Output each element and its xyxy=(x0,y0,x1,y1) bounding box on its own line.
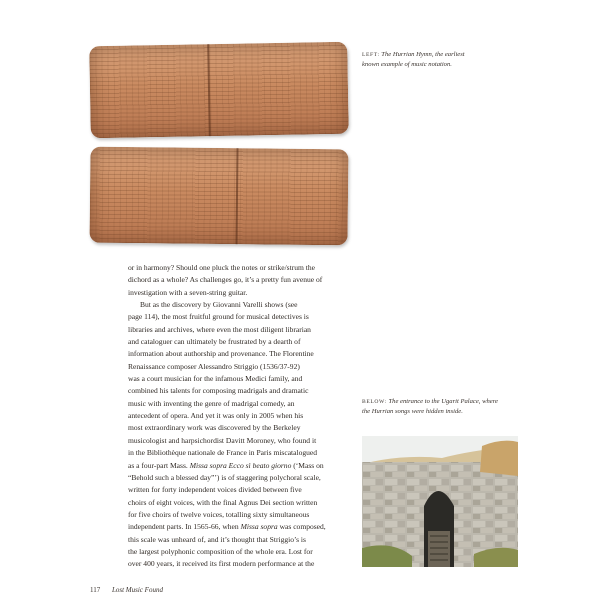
body-text-segment: as a four-part Mass. xyxy=(128,460,190,470)
body-line xyxy=(128,546,356,558)
body-line xyxy=(128,385,356,397)
caption-text: The entrance to the Ugarit Palace, where the Hurrian songs were hidden inside. xyxy=(362,398,498,415)
body-line xyxy=(128,398,356,410)
body-text-segment: Renaissance composer Alessandro Striggio (1536/37-92) xyxy=(128,361,300,371)
page-number: 117 xyxy=(90,586,101,594)
body-line xyxy=(128,497,356,509)
page-footer xyxy=(90,586,163,594)
work-title: Missa sopra Ecco sì beato giorno xyxy=(189,460,292,470)
body-line xyxy=(128,534,356,546)
body-line xyxy=(128,361,356,373)
body-line xyxy=(128,287,356,299)
body-text-segment: and cataloguer can ultimately be frustrated by a dearth of xyxy=(128,337,301,347)
body-text-segment: musicologist and harpsichordist Davitt Moroney, who found it xyxy=(128,435,317,445)
body-text-segment: in the Bibliothèque nationale de France in Paris miscatalogued xyxy=(128,448,318,458)
hurrian-hymn-tablet-bottom xyxy=(90,147,349,246)
body-text-segment: information about authorship and provenance. The Florentine xyxy=(128,349,314,359)
body-text-segment: most extraordinary work was discovered by the Berkeley xyxy=(128,423,301,433)
body-line xyxy=(128,447,356,459)
body-line xyxy=(128,311,356,323)
body-text-segment: choirs of eight voices, with the final Agnus Dei section written xyxy=(128,497,318,507)
body-text-segment: libraries and archives, where even the most diligent librarian xyxy=(128,324,311,334)
body-text-segment: was a court musician for the infamous Medici family, and xyxy=(128,374,303,384)
body-text-segment: (‘Mass on xyxy=(291,460,324,470)
caption-hurrian-hymn xyxy=(362,50,472,69)
body-line xyxy=(128,509,356,521)
book-title: Lost Music Found xyxy=(112,586,163,594)
body-text-segment: dichord as a whole? As challenges go, it’s a pretty fun avenue of xyxy=(128,275,323,285)
ugarit-palace-photo xyxy=(362,436,518,567)
body-line xyxy=(128,484,356,496)
body-text-segment: “Behold such a blessed day”’) is of staggering polychoral scale, xyxy=(128,472,321,482)
body-line xyxy=(128,472,356,484)
body-line xyxy=(128,324,356,336)
body-line xyxy=(128,422,356,434)
body-text-segment: this scale was unheard of, and it’s thought that Striggio’s is xyxy=(128,534,306,544)
body-line xyxy=(128,373,356,385)
body-line xyxy=(128,336,356,348)
body-text-segment: music with inventing the genre of madrigal comedy, an xyxy=(128,398,295,408)
caption-text: The Hurrian Hymn, the earliest known example of music notation. xyxy=(362,51,465,68)
body-text-segment: page 114), the most fruitful ground for musical detectives is xyxy=(128,312,309,322)
body-line xyxy=(128,410,356,422)
body-line xyxy=(128,299,356,311)
body-text-segment: over 400 years, it received its first modern performance at the xyxy=(128,559,315,569)
body-text-segment: was composed, xyxy=(277,522,326,532)
body-text-segment: the largest polyphonic composition of the whole era. Lost for xyxy=(128,546,313,556)
body-line xyxy=(128,521,356,533)
caption-ugarit-palace xyxy=(362,397,502,416)
body-text-segment: for five choirs of twelve voices, totalling sixty simultaneous xyxy=(128,509,310,519)
body-text-segment: written for forty independent voices divided between five xyxy=(128,485,302,495)
body-line xyxy=(128,460,356,472)
hurrian-hymn-tablet-top xyxy=(89,42,349,138)
caption-lead: BELOW: xyxy=(362,399,387,405)
body-line xyxy=(128,435,356,447)
body-text-segment: independent parts. In 1565-66, when xyxy=(128,522,241,532)
body-line xyxy=(128,558,356,570)
body-text-segment: antecedent of opera. And yet it was only in 2005 when his xyxy=(128,411,304,421)
body-line xyxy=(128,274,356,286)
body-text-segment: combined his talents for composing madrigals and dramatic xyxy=(128,386,309,396)
body-text-segment: But as the discovery by Giovanni Varelli shows (see xyxy=(140,300,298,310)
body-text-segment: investigation with a seven-string guitar. xyxy=(128,287,248,297)
body-line xyxy=(128,348,356,360)
work-title: Missa sopra xyxy=(240,522,278,532)
body-text-segment: or in harmony? Should one pluck the notes or strike/strum the xyxy=(128,263,315,272)
body-line xyxy=(128,262,356,274)
body-text xyxy=(128,262,356,571)
caption-lead: LEFT: xyxy=(362,52,380,58)
